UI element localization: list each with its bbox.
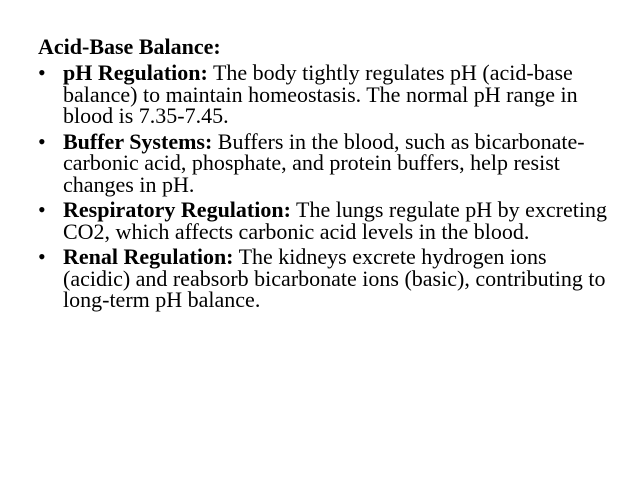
- bullet-term: Buffer Systems:: [63, 128, 213, 154]
- bullet-marker: •: [38, 197, 46, 222]
- bullet-term: Renal Regulation:: [63, 244, 234, 269]
- bullet-text: The lungs regulate pH by excreting CO2, which affects carbonic acid levels in the blood.: [63, 197, 607, 244]
- bullet-list: [38, 62, 608, 311]
- bullet-marker: •: [38, 244, 46, 269]
- bullet-text: The body tightly regulates pH (acid-base balance) to maintain homeostasis. The normal pH range in blood is 7.35-7.45.: [63, 60, 578, 128]
- bullet-marker: •: [38, 60, 46, 85]
- bullet-marker: •: [38, 128, 46, 154]
- bullet-respiratory-regulation: [38, 199, 608, 242]
- bullet-renal-regulation: [38, 246, 608, 311]
- bullet-buffer-systems: [38, 128, 608, 197]
- bullet-text: The kidneys excrete hydrogen ions (acidic) and reabsorb bicarbonate ions (basic), contributing to long-term pH balance.: [63, 244, 606, 312]
- slide-content: [38, 34, 608, 315]
- bullet-ph-regulation: [38, 62, 608, 127]
- slide-heading: Acid-Base Balance:: [38, 34, 221, 59]
- bullet-term: Respiratory Regulation:: [63, 197, 291, 222]
- bullet-text: Buffers in the blood, such as bicarbonate-carbonic acid, phosphate, and protein buffers, help resist changes in pH.: [63, 128, 585, 197]
- bullet-term: pH Regulation:: [63, 60, 208, 85]
